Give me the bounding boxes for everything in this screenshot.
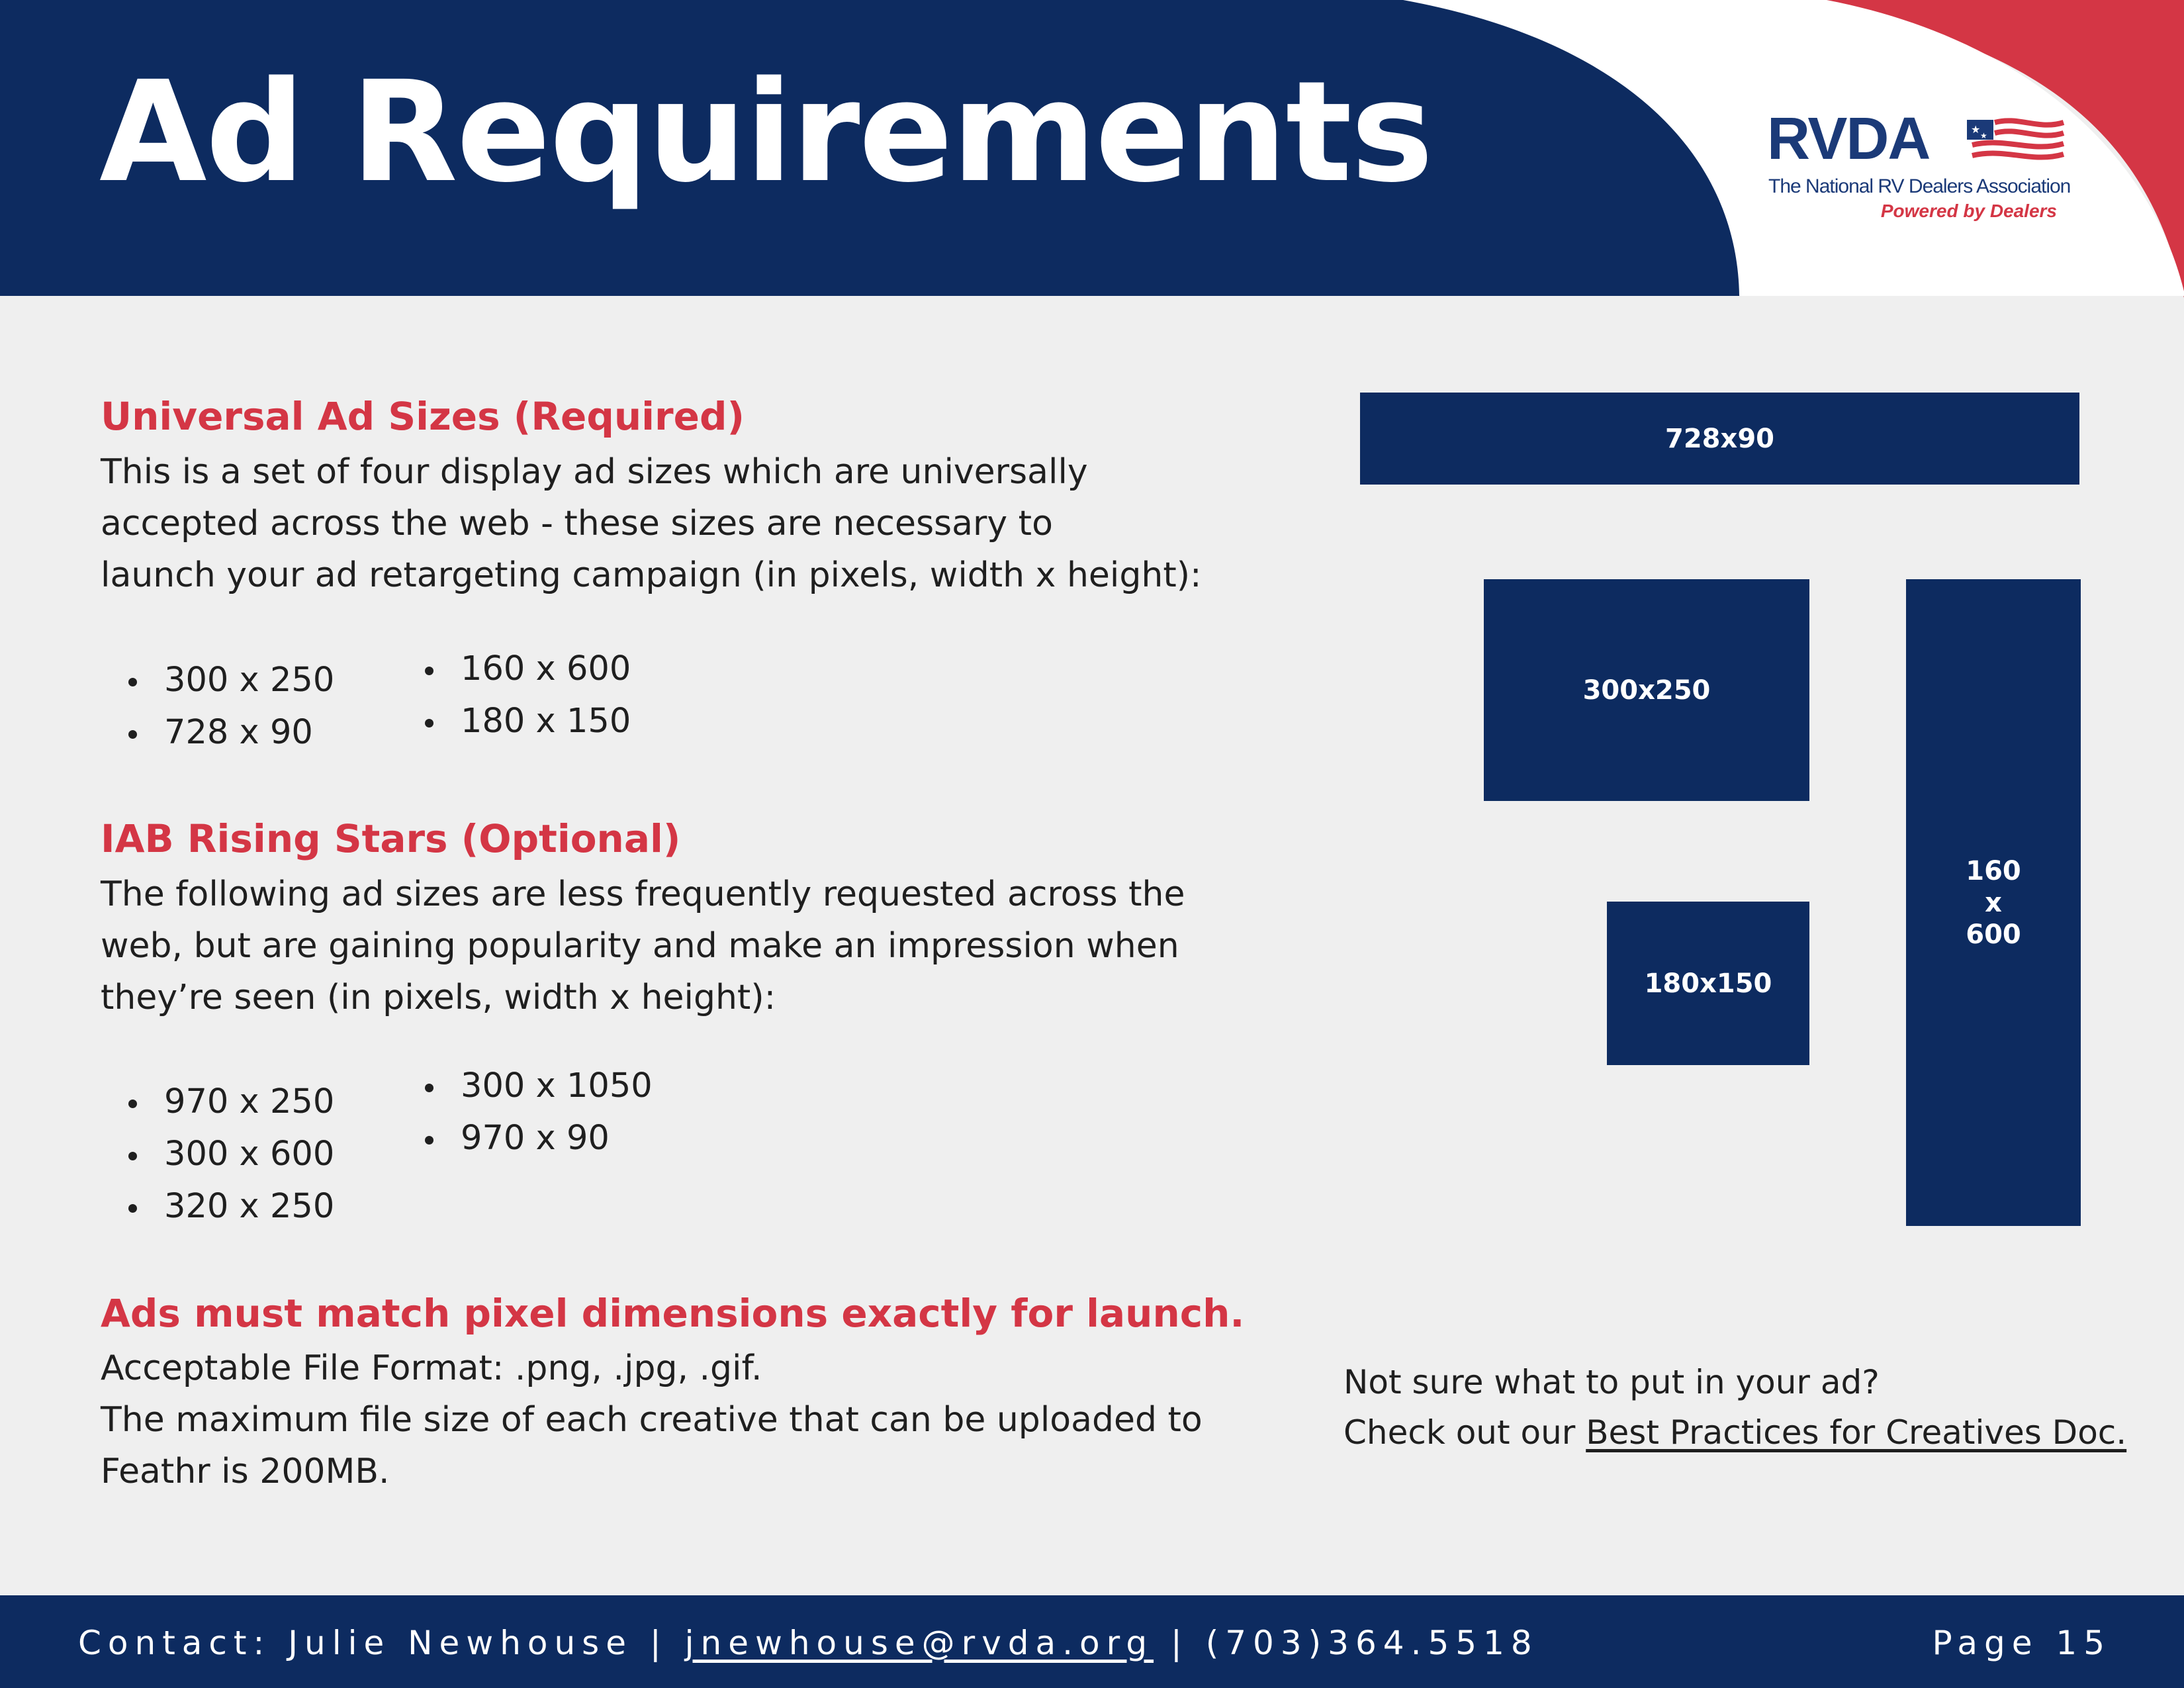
universal-description — [101, 446, 1202, 601]
universal-sizes-list-1 — [101, 654, 334, 759]
list-item: 970 x 250 — [101, 1076, 334, 1128]
ad-box-label: 180x150 — [1644, 968, 1772, 999]
list-item: 300 x 1050 — [397, 1060, 653, 1112]
list-item: 300 x 250 — [101, 654, 334, 706]
iab-heading: IAB Rising Stars (Optional) — [101, 816, 681, 861]
list-item: 160 x 600 — [397, 643, 631, 695]
ad-box-label: 300x250 — [1582, 675, 1711, 706]
list-item: 180 x 150 — [397, 695, 631, 747]
file-size-line-2: Feathr is 200MB. — [101, 1452, 390, 1491]
iab-sizes-list-2 — [397, 1060, 653, 1164]
contact-prefix: Contact: Julie Newhouse | — [78, 1624, 685, 1662]
universal-line-3: launch your ad retargeting campaign (in pixels, width x height): — [101, 555, 1202, 595]
logo-tagline: Powered by Dealers — [1880, 201, 2057, 221]
universal-sizes-list-2 — [397, 643, 631, 747]
exact-dimensions-description — [101, 1342, 1203, 1497]
ad-box-label: 160 x 600 — [1966, 855, 2021, 950]
page-number: Page 15 — [1932, 1624, 2111, 1662]
iab-line-1: The following ad sizes are less frequently requested across the — [101, 874, 1185, 914]
rvda-logo — [1767, 106, 2071, 225]
creative-tips — [1343, 1357, 2126, 1458]
ad-box-small — [1607, 902, 1809, 1065]
flag-icon — [1966, 116, 2065, 169]
list-item: 728 x 90 — [101, 706, 334, 759]
svg-text:★: ★ — [1980, 131, 1987, 140]
iab-line-3: they’re seen (in pixels, width x height): — [101, 978, 776, 1017]
iab-line-2: web, but are gaining popularity and make an impression when — [101, 926, 1179, 966]
file-format-line: Acceptable File Format: .png, .jpg, .gif. — [101, 1348, 762, 1388]
logo-subtitle: The National RV Dealers Association — [1768, 175, 2071, 197]
list-item: 320 x 250 — [101, 1180, 334, 1233]
list-item: 970 x 90 — [397, 1112, 653, 1164]
svg-text:★: ★ — [1971, 123, 1981, 136]
exact-dimensions-heading: Ads must match pixel dimensions exactly for launch. — [101, 1291, 1245, 1336]
tips-prefix: Check out our — [1343, 1413, 1586, 1452]
contact-email-link[interactable]: jnewhouse@rvda.org — [684, 1624, 1154, 1662]
iab-description — [101, 868, 1185, 1023]
universal-line-1: This is a set of four display ad sizes which are universally — [101, 452, 1088, 492]
footer — [0, 1595, 2184, 1688]
contact-phone: | (703)364.5518 — [1154, 1624, 1539, 1662]
ad-box-skyscraper — [1906, 579, 2081, 1226]
tips-question: Not sure what to put in your ad? — [1343, 1363, 1880, 1401]
universal-heading: Universal Ad Sizes (Required) — [101, 394, 745, 439]
list-item: 300 x 600 — [101, 1128, 334, 1180]
file-size-line-1: The maximum file size of each creative that can be uploaded to — [101, 1400, 1203, 1440]
ad-box-leaderboard — [1360, 393, 2079, 485]
best-practices-link[interactable]: Best Practices for Creatives Doc. — [1586, 1413, 2127, 1452]
ad-box-medium-rectangle — [1484, 579, 1809, 801]
iab-sizes-list-1 — [101, 1076, 334, 1233]
ad-box-label: 728x90 — [1665, 423, 1774, 454]
page-title: Ad Requirements — [99, 51, 1433, 213]
universal-line-2: accepted across the web - these sizes are necessary to — [101, 504, 1053, 543]
footer-contact — [78, 1623, 1539, 1663]
logo-wordmark: RVDA — [1767, 106, 1930, 172]
tips-link-line — [1343, 1407, 2126, 1458]
